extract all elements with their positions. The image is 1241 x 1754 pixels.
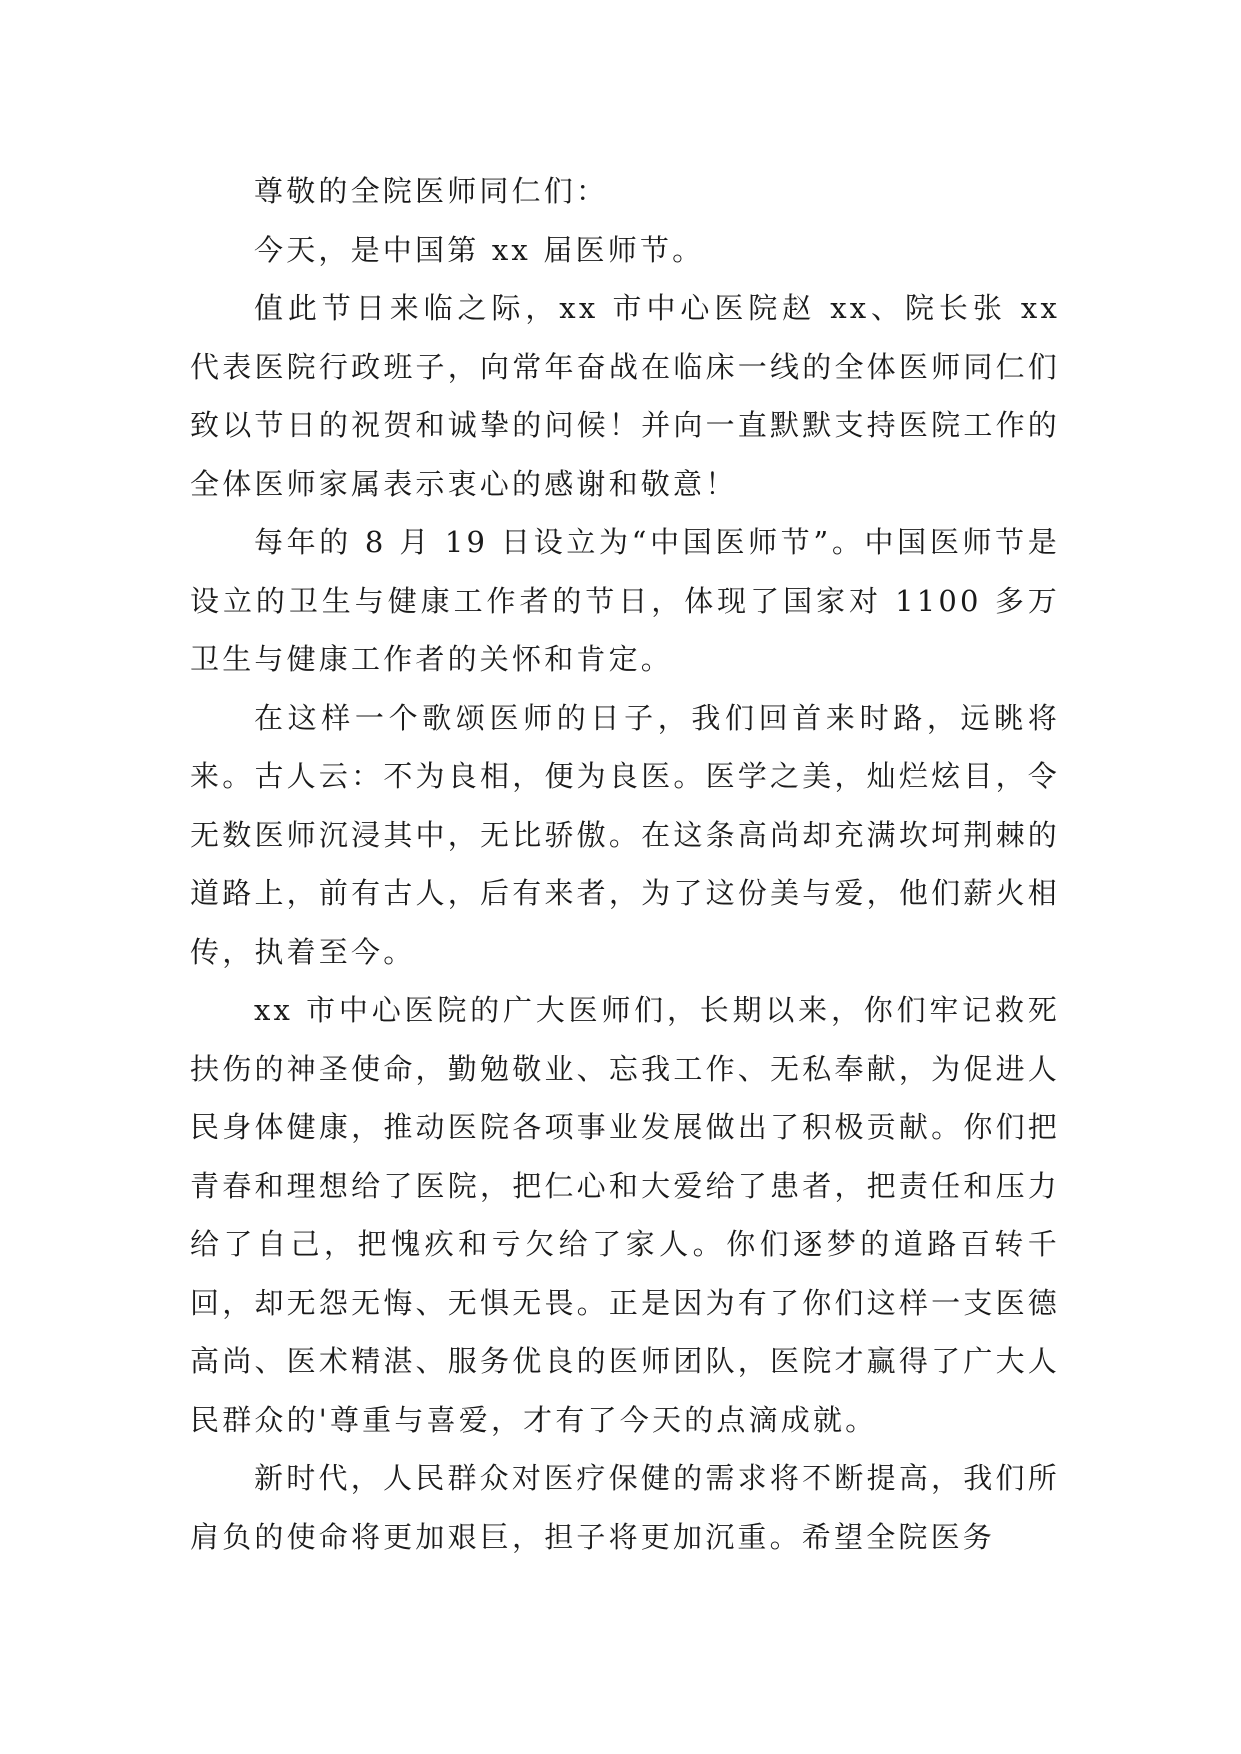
paragraph-1: 今天，是中国第 xx 届医师节。 (254, 232, 705, 267)
paragraph-6: 新时代，人民群众对医疗保健的需求将不断提高，我们所肩负的使命将更加艰巨，担子将更加沉重。希望全院医务 (190, 1461, 1060, 1554)
paragraph-3: 每年的 8 月 19 日设立为“中国医师节”。中国医师节是设立的卫生与健康工作者的节日，体现了国家对 1100 多万卫生与健康工作者的关怀和肯定。 (190, 525, 1060, 676)
paragraph-5: xx 市中心医院的广大医师们，长期以来，你们牢记救死扶伤的神圣使命，勤勉敬业、忘我工作、无私奉献，为促进人民身体健康，推动医院各项事业发展做出了积极贡献。你们把青春和理想给了医院，把仁心和大爱给了患者，把责任和压力给了自己，把愧疚和亏欠给了家人。你们逐梦的道路百转千回，却无怨无悔、无惧无畏。正是因为有了你们这样一支医德高尚、医术精湛、服务优良的医师团队，医院才赢得了广大人民群众的'尊重与喜爱，才有了今天的点滴成就。 (190, 993, 1060, 1437)
paragraph-2: 值此节日来临之际，xx 市中心医院赵 xx、院长张 xx 代表医院行政班子，向常年奋战在临床一线的全体医师同仁们致以节日的祝贺和诚挚的问候！并向一直默默支持医院工作的全体医师家属表示衷心的感谢和敬意！ (190, 291, 1060, 501)
document-body (190, 162, 1060, 1566)
paragraph-4: 在这样一个歌颂医师的日子，我们回首来时路，远眺将来。古人云：不为良相，便为良医。医学之美，灿烂炫目，令无数医师沉浸其中，无比骄傲。在这条高尚却充满坎坷荆棘的道路上，前有古人，后有来者，为了这份美与爱，他们薪火相传，执着至今。 (190, 700, 1060, 969)
salutation: 尊敬的全院医师同仁们： (254, 174, 609, 208)
